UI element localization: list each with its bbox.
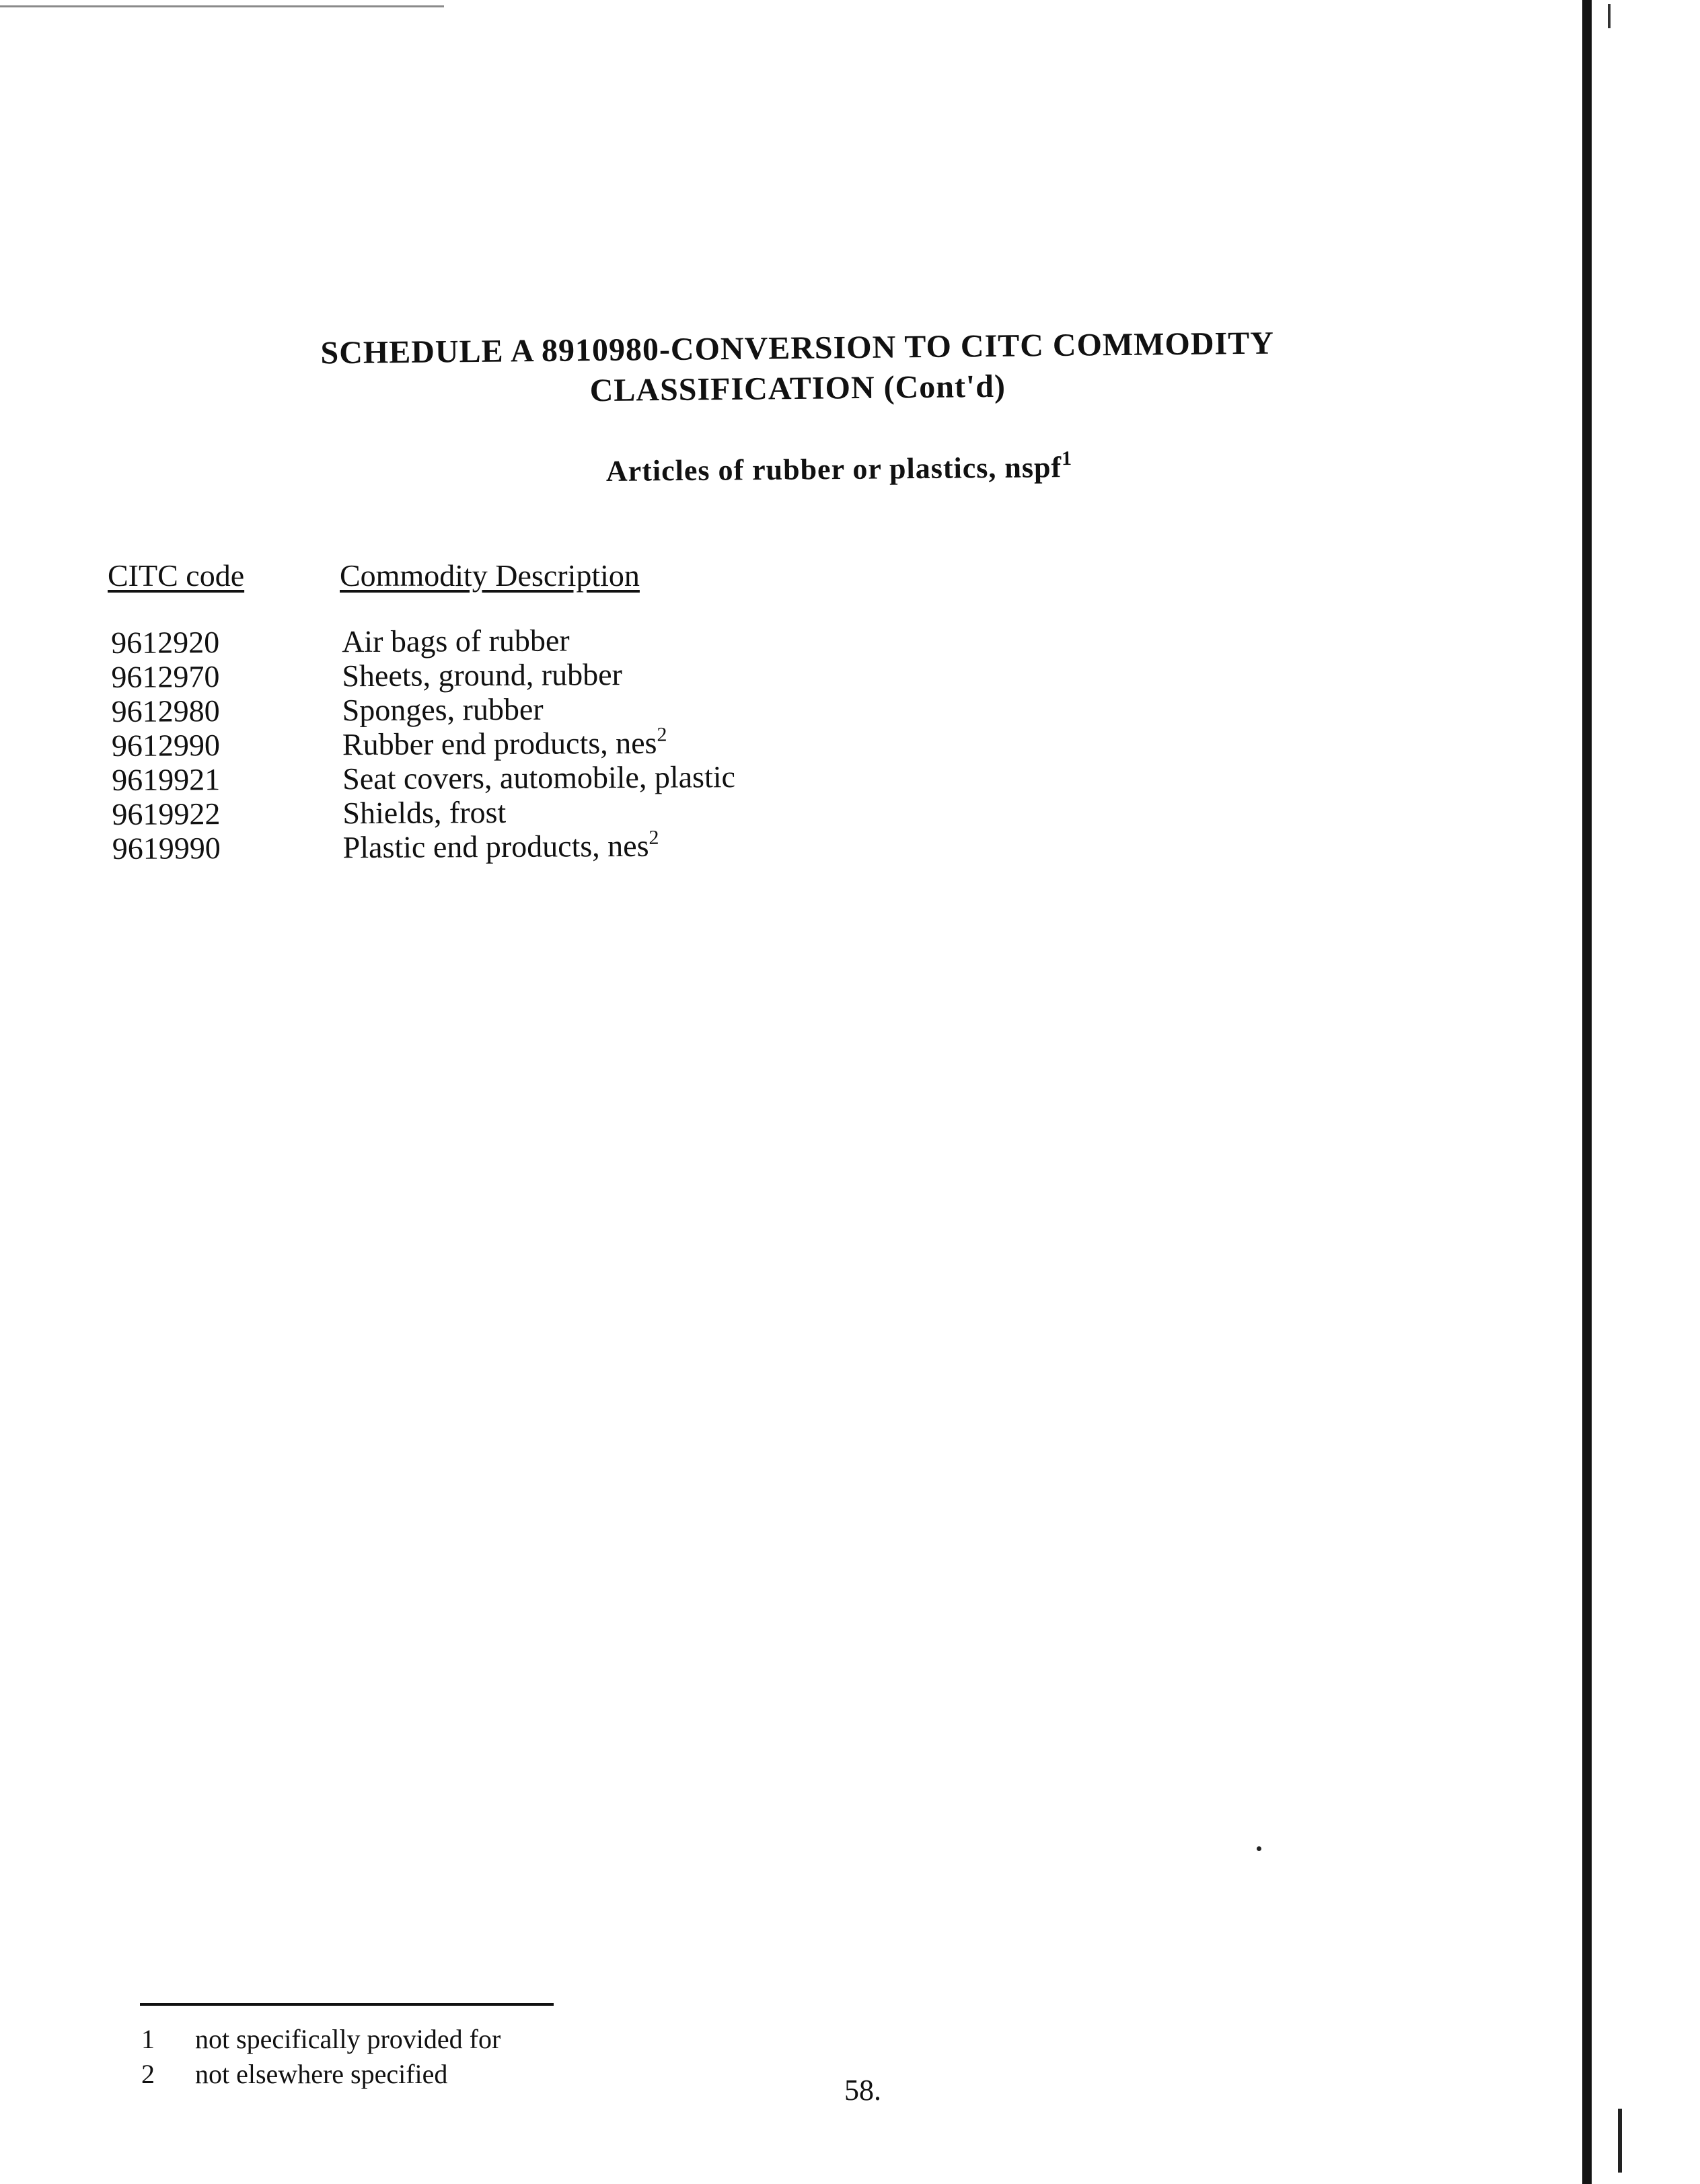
description-text: Seat covers, automobile, plastic [342, 759, 736, 796]
subtitle-footnote-ref: 1 [1061, 447, 1073, 470]
footnote-ref: 2 [649, 826, 659, 849]
commodity-table [111, 622, 920, 866]
footnotes [141, 2022, 501, 2092]
description-text: Air bags of rubber [341, 623, 570, 659]
column-header-code: CITC code [108, 558, 245, 593]
description-cell [342, 690, 919, 727]
footnote-ref: 2 [657, 723, 667, 746]
subtitle-text: Articles of rubber or plastics, nspf [605, 451, 1062, 488]
title-line-1: SCHEDULE A 8910980-CONVERSION TO CITC COMMODITY [320, 325, 1275, 371]
table-row [112, 724, 919, 763]
column-header-description: Commodity Description [340, 558, 640, 593]
footnote [141, 2022, 501, 2057]
description-cell [342, 793, 919, 830]
footnote-separator [140, 2003, 554, 2006]
footnote-text: not elsewhere specified [195, 2059, 448, 2089]
footnote-number: 1 [141, 2024, 155, 2054]
scan-speck [1257, 1846, 1261, 1851]
citc-code-cell: 9612920 [111, 625, 220, 660]
document-title [0, 319, 1648, 418]
table-row [111, 656, 918, 694]
description-text: Sponges, rubber [342, 691, 544, 728]
table-row [112, 690, 919, 728]
description-text: Sheets, ground, rubber [342, 657, 623, 693]
citc-code-cell: 9619922 [112, 796, 221, 831]
footnote-text: not specifically provided for [195, 2024, 501, 2054]
table-row [111, 622, 918, 660]
scan-edge-mark [1618, 2109, 1622, 2173]
description-cell [342, 656, 918, 693]
description-text: Plastic end products, nes [342, 828, 649, 865]
table-row [112, 759, 919, 797]
table-row [112, 827, 920, 866]
description-cell [342, 622, 918, 658]
page-number: 58. [844, 2074, 881, 2107]
scan-edge-mark [1608, 4, 1611, 28]
citc-code-cell: 9619990 [112, 831, 221, 866]
citc-code-cell: 9612970 [111, 659, 220, 694]
description-cell [342, 724, 919, 761]
citc-code-cell: 9612980 [111, 693, 220, 728]
title-line-2: CLASSIFICATION (Cont'd) [589, 368, 1006, 409]
description-cell [343, 827, 920, 864]
citc-code-cell: 9619921 [112, 762, 221, 797]
scan-top-edge-line [0, 5, 444, 7]
description-cell [342, 759, 919, 796]
description-text: Rubber end products, nes [342, 725, 657, 762]
section-subtitle [0, 443, 1689, 496]
description-text: Shields, frost [342, 794, 507, 831]
citc-code-cell: 9612990 [111, 728, 221, 763]
footnote [141, 2057, 501, 2092]
table-row [112, 793, 919, 831]
footnote-number: 2 [141, 2059, 155, 2089]
